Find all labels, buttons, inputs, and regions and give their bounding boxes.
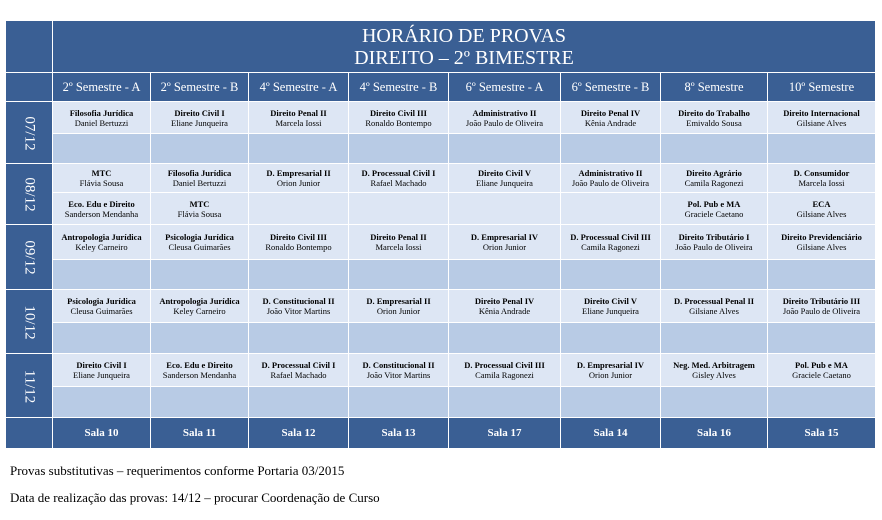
empty-cell xyxy=(561,193,661,225)
professor-name: Sanderson Mendanha xyxy=(162,370,237,380)
exam-cell xyxy=(349,225,449,260)
room-label: Sala 13 xyxy=(349,418,449,449)
subject-name: D. Processual Civil III xyxy=(464,360,545,370)
exam-cell xyxy=(53,290,151,323)
empty-cell xyxy=(561,387,661,418)
empty-cell xyxy=(449,134,561,164)
professor-name: Graciele Caetano xyxy=(684,208,744,219)
professor-name: Sanderson Mendanha xyxy=(64,208,139,219)
subject-name: Direito Penal II xyxy=(370,232,427,242)
empty-cell xyxy=(151,387,249,418)
exam-cell xyxy=(449,290,561,323)
empty-cell xyxy=(249,134,349,164)
professor-name: Orion Junior xyxy=(276,178,321,188)
exam-cell xyxy=(349,164,449,193)
subject-name: Pol. Pub e MA xyxy=(795,360,848,370)
exam-cell xyxy=(768,102,876,134)
empty-cell xyxy=(349,387,449,418)
empty-cell xyxy=(561,134,661,164)
subject-name: Antropologia Jurídica xyxy=(61,232,142,242)
professor-name: Gilsiane Alves xyxy=(796,208,847,219)
exam-cell xyxy=(561,164,661,193)
professor-name: João Paulo de Oliveira xyxy=(675,242,753,252)
corner-blank xyxy=(6,21,53,73)
exam-cell xyxy=(151,164,249,193)
professor-name: Daniel Bertuzzi xyxy=(74,117,129,128)
exam-cell xyxy=(768,193,876,225)
subject-name: Direito Civil I xyxy=(76,360,127,370)
professor-name: Marcela Iossi xyxy=(798,178,845,188)
subject-name: Psicologia Jurídica xyxy=(67,296,136,306)
empty-cell xyxy=(349,193,449,225)
room-label: Sala 16 xyxy=(661,418,768,449)
semester-header-row xyxy=(6,73,876,102)
subject-name: Eco. Edu e Direito xyxy=(166,360,233,370)
semester-header: 4º Semestre - A xyxy=(249,73,349,102)
empty-cell xyxy=(449,260,561,290)
professor-name: Marcela Iossi xyxy=(275,117,322,128)
empty-cell xyxy=(768,323,876,354)
subject-name: D. Empresarial IV xyxy=(576,360,645,370)
note-substitute-exams: Provas substitutivas – requerimentos conforme Portaria 03/2015 xyxy=(10,463,345,478)
exam-cell xyxy=(349,102,449,134)
exam-cell xyxy=(249,225,349,260)
empty-cell xyxy=(661,134,768,164)
empty-cell xyxy=(53,387,151,418)
exam-cell xyxy=(53,193,151,225)
exam-cell xyxy=(561,290,661,323)
professor-name: João Paulo de Oliveira xyxy=(782,306,861,316)
exam-cell xyxy=(349,354,449,387)
subject-name: Direito Civil V xyxy=(583,296,638,306)
exam-cell xyxy=(53,102,151,134)
room-label: Sala 14 xyxy=(561,418,661,449)
empty-cell xyxy=(768,387,876,418)
schedule-row xyxy=(6,134,876,164)
exam-cell xyxy=(661,225,768,260)
empty-cell xyxy=(449,387,561,418)
exam-cell xyxy=(249,354,349,387)
semester-header: 2º Semestre - A xyxy=(53,73,151,102)
professor-name: Eliane Junqueira xyxy=(476,178,533,188)
subject-name: Direito Tributário I xyxy=(678,232,750,242)
empty-cell xyxy=(768,134,876,164)
exam-cell xyxy=(661,164,768,193)
subject-name: Direito Civil III xyxy=(370,107,427,118)
semester-header: 4º Semestre - B xyxy=(349,73,449,102)
exam-cell xyxy=(151,193,249,225)
exam-cell xyxy=(151,290,249,323)
page-title xyxy=(53,21,876,73)
empty-cell xyxy=(249,323,349,354)
subject-name: D. Empresarial II xyxy=(366,296,431,306)
subject-name: Pol. Pub e MA xyxy=(687,198,741,209)
room-row-blank xyxy=(6,418,53,449)
empty-cell xyxy=(349,260,449,290)
semester-header: 8º Semestre xyxy=(661,73,768,102)
exam-cell xyxy=(768,290,876,323)
empty-cell xyxy=(661,323,768,354)
empty-cell xyxy=(151,134,249,164)
schedule-row xyxy=(6,260,876,290)
empty-cell xyxy=(249,193,349,225)
subject-name: D. Processual Civil III xyxy=(570,232,651,242)
professor-name: Camila Ragonezi xyxy=(684,178,744,188)
schedule-row xyxy=(6,354,876,387)
subject-name: Direito Internacional xyxy=(783,107,860,118)
subject-name: Direito Previdenciário xyxy=(781,232,862,242)
subject-name: D. Empresarial II xyxy=(266,168,331,178)
professor-name: Keley Carneiro xyxy=(173,306,226,316)
professor-name: João Vitor Martins xyxy=(366,370,431,380)
subject-name: Psicologia Jurídica xyxy=(165,232,234,242)
professor-name: Flávia Sousa xyxy=(177,208,222,219)
room-label: Sala 17 xyxy=(449,418,561,449)
empty-cell xyxy=(661,260,768,290)
exam-cell xyxy=(53,354,151,387)
room-label: Sala 12 xyxy=(249,418,349,449)
professor-name: Graciele Caetano xyxy=(792,370,851,380)
exam-cell xyxy=(349,290,449,323)
exam-cell xyxy=(53,164,151,193)
date-cell xyxy=(6,164,53,225)
subject-name: Direito Civil V xyxy=(477,168,532,178)
semester-header: 2º Semestre - B xyxy=(151,73,249,102)
room-row xyxy=(6,418,876,449)
date-cell xyxy=(6,290,53,354)
note-exam-date: Data de realização das provas: 14/12 – procurar Coordenação de Curso xyxy=(10,490,380,505)
professor-name: Ronaldo Bontempo xyxy=(365,117,432,128)
exam-cell xyxy=(151,354,249,387)
exam-cell xyxy=(661,193,768,225)
date-label: 07/12 xyxy=(21,115,38,151)
subject-name: Eco. Edu e Direito xyxy=(68,198,135,209)
professor-name: Gisley Alves xyxy=(692,370,736,380)
professor-name: Gilsiane Alves xyxy=(796,242,847,252)
professor-name: Cleusa Guimarães xyxy=(70,306,133,316)
empty-cell xyxy=(349,323,449,354)
date-label: 09/12 xyxy=(21,240,38,275)
professor-name: Eliane Junqueira xyxy=(582,306,639,316)
professor-name: Kênia Andrade xyxy=(478,306,531,316)
subject-name: Direito Tributário III xyxy=(782,296,861,306)
empty-cell xyxy=(249,260,349,290)
professor-name: Camila Ragonezi xyxy=(475,370,534,380)
schedule-row xyxy=(6,387,876,418)
schedule-row xyxy=(6,164,876,193)
empty-cell xyxy=(449,323,561,354)
exam-cell xyxy=(768,354,876,387)
title-line-2: DIREITO – 2º BIMESTRE xyxy=(354,46,574,69)
subject-name: Filosofia Jurídica xyxy=(167,168,232,178)
professor-name: Emivaldo Sousa xyxy=(686,117,742,128)
room-label: Sala 10 xyxy=(53,418,151,449)
exam-cell xyxy=(151,102,249,134)
subject-name: Neg. Med. Arbitragem xyxy=(673,360,755,370)
exam-cell xyxy=(151,225,249,260)
title-line-1: HORÁRIO DE PROVAS xyxy=(361,24,567,47)
empty-cell xyxy=(661,387,768,418)
date-cell xyxy=(6,225,53,290)
exam-cell xyxy=(53,225,151,260)
schedule-row xyxy=(6,290,876,323)
exam-cell xyxy=(449,102,561,134)
schedule-row xyxy=(6,102,876,134)
exam-cell xyxy=(449,164,561,193)
professor-name: Orion Junior xyxy=(482,242,527,252)
subject-name: Direito do Trabalho xyxy=(678,107,750,118)
empty-cell xyxy=(53,260,151,290)
exam-cell xyxy=(661,102,768,134)
exam-cell xyxy=(661,290,768,323)
schedule-row xyxy=(6,193,876,225)
exam-cell xyxy=(249,102,349,134)
exam-cell xyxy=(561,225,661,260)
professor-name: Eliane Junqueira xyxy=(171,117,228,128)
subject-name: Administrativo II xyxy=(578,168,643,178)
exam-schedule-table xyxy=(5,20,876,449)
room-label: Sala 15 xyxy=(768,418,876,449)
exam-cell xyxy=(561,354,661,387)
professor-name: Gilsiane Alves xyxy=(689,306,739,316)
date-cell xyxy=(6,102,53,164)
subject-name: D. Empresarial IV xyxy=(470,232,539,242)
subject-name: Direito Penal II xyxy=(270,107,327,118)
subject-name: MTC xyxy=(189,198,210,209)
empty-cell xyxy=(53,134,151,164)
subject-name: D. Processual Civil I xyxy=(361,168,436,178)
professor-name: Keley Carneiro xyxy=(75,242,128,252)
empty-cell xyxy=(249,387,349,418)
semester-header: 6º Semestre - B xyxy=(561,73,661,102)
title-row xyxy=(6,21,876,73)
professor-name: João Vitor Martins xyxy=(266,306,331,316)
schedule-row xyxy=(6,323,876,354)
professor-name: Ronaldo Bontempo xyxy=(265,242,332,252)
professor-name: Marcela Iossi xyxy=(375,242,422,252)
subject-name: Direito Penal IV xyxy=(474,296,535,306)
professor-name: Daniel Bertuzzi xyxy=(172,178,227,188)
professor-name: Eliane Junqueira xyxy=(73,370,130,380)
subject-name: D. Consumidor xyxy=(793,168,850,178)
date-label: 08/12 xyxy=(21,177,38,212)
exam-cell xyxy=(661,354,768,387)
date-label: 10/12 xyxy=(21,304,38,340)
exam-cell xyxy=(449,354,561,387)
exam-cell xyxy=(561,102,661,134)
empty-cell xyxy=(561,323,661,354)
subject-name: Direito Agrário xyxy=(686,168,742,178)
subject-name: D. Constitucional II xyxy=(262,296,335,306)
subject-name: Administrativo II xyxy=(472,107,537,118)
professor-name: João Paulo de Oliveira xyxy=(465,117,544,128)
schedule-row xyxy=(6,225,876,260)
subject-name: D. Processual Penal II xyxy=(673,296,755,306)
empty-cell xyxy=(151,260,249,290)
professor-name: Orion Junior xyxy=(588,370,633,380)
empty-cell xyxy=(768,260,876,290)
professor-name: Cleusa Guimarães xyxy=(168,242,231,252)
subject-name: MTC xyxy=(91,168,112,178)
professor-name: João Paulo de Oliveira xyxy=(571,178,650,188)
professor-name: Flávia Sousa xyxy=(79,178,124,188)
date-label: 11/12 xyxy=(21,369,38,403)
subject-name: Direito Civil I xyxy=(174,107,225,118)
empty-cell xyxy=(561,260,661,290)
subject-name: D. Processual Civil I xyxy=(261,360,336,370)
empty-cell xyxy=(349,134,449,164)
professor-name: Rafael Machado xyxy=(270,370,327,380)
exam-cell xyxy=(768,164,876,193)
subject-name: Direito Civil III xyxy=(270,232,327,242)
empty-cell xyxy=(449,193,561,225)
empty-cell xyxy=(151,323,249,354)
exam-cell xyxy=(768,225,876,260)
room-label: Sala 11 xyxy=(151,418,249,449)
exam-cell xyxy=(249,290,349,323)
empty-cell xyxy=(53,323,151,354)
professor-name: Gilsiane Alves xyxy=(796,117,847,128)
subject-name: D. Constitucional II xyxy=(362,360,435,370)
professor-name: Rafael Machado xyxy=(370,178,427,188)
subject-name: Filosofia Jurídica xyxy=(69,107,134,118)
subject-name: Antropologia Jurídica xyxy=(159,296,240,306)
professor-name: Orion Junior xyxy=(376,306,421,316)
professor-name: Kênia Andrade xyxy=(584,117,637,128)
semester-header: 6º Semestre - A xyxy=(449,73,561,102)
semester-header-blank xyxy=(6,73,53,102)
subject-name: Direito Penal IV xyxy=(580,107,641,118)
exam-cell xyxy=(249,164,349,193)
professor-name: Camila Ragonezi xyxy=(581,242,640,252)
subject-name: ECA xyxy=(812,198,831,209)
semester-header: 10º Semestre xyxy=(768,73,876,102)
date-cell xyxy=(6,354,53,418)
exam-cell xyxy=(449,225,561,260)
